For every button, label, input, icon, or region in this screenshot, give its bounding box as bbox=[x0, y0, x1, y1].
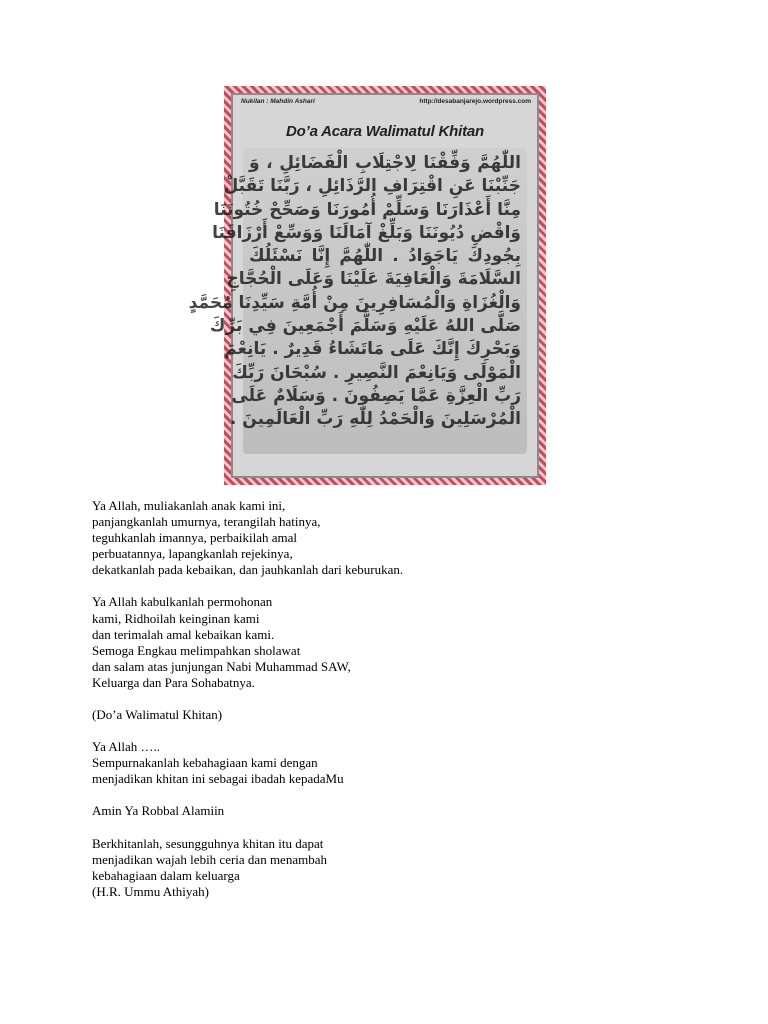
arabic-line: اللّٰهُمَّ وَفِّقْنَا لِاجْتِلَابِ الْفَضَائِلِ ، وَ bbox=[249, 153, 521, 173]
text-line: Amin Ya Robbal Alamiin bbox=[92, 803, 225, 819]
prayer-paragraph bbox=[92, 739, 403, 787]
arabic-line: وَاقْضِ دُيُونَنَا وَبَلِّغْ آمَالَنَا وَوَسِّعْ أَرْزَاقَنَا bbox=[212, 222, 521, 243]
text-line: kami, Ridhoilah keinginan kami bbox=[92, 610, 260, 626]
text-line: panjangkanlah umurnya, terangilah hatinya, bbox=[92, 514, 321, 530]
text-line: (H.R. Ummu Athiyah) bbox=[92, 883, 209, 899]
text-line: menjadikan wajah lebih ceria dan menambah bbox=[92, 851, 327, 867]
text-line: (Do’a Walimatul Khitan) bbox=[92, 707, 223, 723]
text-line: dan salam atas junjungan Nabi Muhammad SAW, bbox=[92, 658, 351, 674]
text-line: teguhkanlah imannya, perbaikilah amal bbox=[92, 530, 298, 546]
prayer-paragraph bbox=[92, 498, 403, 578]
scan-header bbox=[233, 95, 537, 105]
arabic-line: السَّلَامَةَ وَالْعَافِيَةَ عَلَيْنَا وَعَلَى الْحُجَّاجِ bbox=[226, 269, 521, 290]
text-line: Berkhitanlah, sesungguhnya khitan itu dapat bbox=[92, 835, 324, 851]
arabic-line: الْمَوْلَى وَيَانِعْمَ النَّصِيرِ . سُبْحَانَ رَبِّكَ bbox=[232, 362, 521, 383]
scanned-prayer-image bbox=[188, 86, 546, 485]
amen-paragraph bbox=[92, 803, 403, 819]
text-line: Ya Allah ….. bbox=[92, 739, 161, 755]
hadith-paragraph bbox=[92, 836, 403, 900]
arabic-line: الْمُرْسَلِينَ وَالْحَمْدُ لِلّٰهِ رَبِّ الْعَالَمِينَ . bbox=[229, 409, 521, 430]
arabic-line: وَبَحْرِكَ إِنَّكَ عَلَى مَاتَشَاءُ قَدِيرٌ . يَانِعْمَ bbox=[224, 339, 521, 360]
text-line: Semoga Engkau melimpahkan sholawat bbox=[92, 642, 301, 658]
scan-url: http://desabanjarejo.wordpress.com bbox=[419, 98, 531, 105]
scan-title: Do’a Acara Walimatul Khitan bbox=[286, 123, 484, 140]
text-line: Keluarga dan Para Sohabatnya. bbox=[92, 674, 255, 690]
text-line: dan terimalah amal kebaikan kami. bbox=[92, 626, 275, 642]
text-line: menjadikan khitan ini sebagai ibadah kepadaMu bbox=[92, 771, 344, 787]
text-line: Ya Allah kabulkanlah permohonan bbox=[92, 594, 273, 610]
prayer-paragraph bbox=[92, 594, 403, 691]
arabic-line: صَلَّى اللهُ عَلَيْهِ وَسَلَّمَ أَجْمَعِينَ فِي بَرِّكَ bbox=[209, 316, 521, 337]
document-body bbox=[92, 498, 403, 916]
text-line: perbuatannya, lapangkanlah rejekinya, bbox=[92, 546, 293, 562]
caption-paragraph bbox=[92, 707, 403, 723]
arabic-line: بِجُودِكَ يَاجَوَادُ . اللّٰهُمَّ إِنَّا نَسْئَلُكَ bbox=[249, 246, 521, 267]
arabic-line: جَنِّبْنَا عَنِ اقْتِرَافِ الرَّذَائِلِ ، رَبَّنَا تَقَبَّلْ bbox=[223, 176, 521, 197]
text-line: kebahagiaan dalam keluarga bbox=[92, 867, 240, 883]
text-line: Sempurnakanlah kebahagiaan kami dengan bbox=[92, 755, 318, 771]
scanned-page bbox=[188, 93, 539, 478]
arabic-line: رَبِّ الْعِزَّةِ عَمَّا يَصِفُونَ . وَسَلَامٌ عَلَى bbox=[231, 385, 521, 406]
text-line: dekatkanlah pada kebaikan, dan jauhkanlah dari keburukan. bbox=[92, 562, 404, 578]
scan-credit: Nukilan : Mahdin Ashari bbox=[241, 98, 315, 105]
arabic-line: مِنَّا أَعْذَارَنَا وَسَلِّمْ أُمُورَنَا وَصَحِّحْ خُتُونَنَا bbox=[213, 199, 521, 220]
arabic-prayer-text bbox=[188, 148, 527, 454]
text-line: Ya Allah, muliakanlah anak kami ini, bbox=[92, 498, 286, 513]
arabic-line: وَالْغُزَاةِ وَالْمُسَافِرِينَ مِنْ أُمَّةِ سَيِّدِنَا مُحَمَّدٍ bbox=[188, 292, 521, 313]
